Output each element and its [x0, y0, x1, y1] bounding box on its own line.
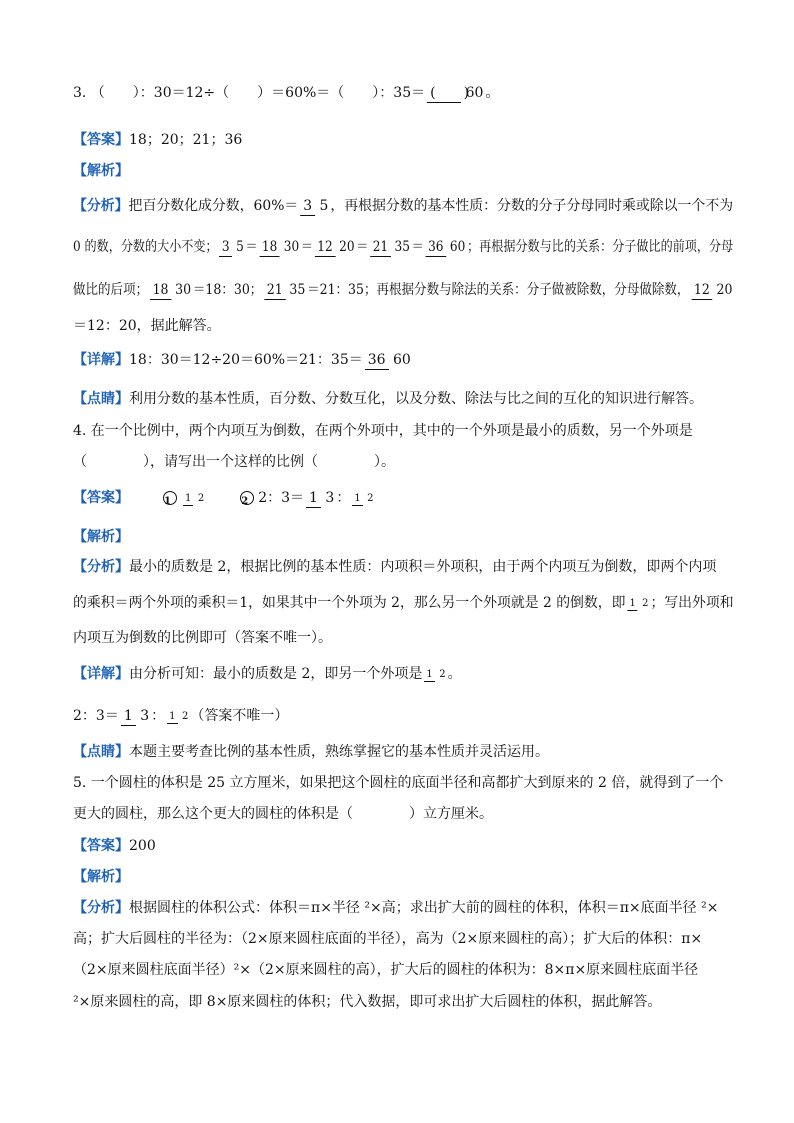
text: ＝12：20，据此解答。	[73, 318, 221, 334]
fraction-denominator: 20	[716, 281, 733, 298]
fraction	[121, 707, 149, 726]
q4-fenxi-line-3	[73, 628, 733, 648]
q4-stem-text: （ ），请写出一个这样的比例（ ）。	[73, 454, 395, 470]
fraction-denominator: 35	[289, 281, 306, 298]
q3-xiangjie	[73, 350, 733, 370]
answer-label: 【答案】	[73, 838, 129, 854]
xiangjie-label: 【详解】	[73, 666, 129, 682]
fraction-numerator: 36	[425, 240, 446, 257]
text: （2×原来圆柱底面半径）²×（2×原来圆柱的高），扩大后的圆柱的体积为：8×π×原来圆柱底面半径	[73, 962, 699, 978]
text: 2：3＝	[73, 708, 119, 724]
circled-number-2: 2	[240, 491, 254, 505]
q3-fenxi-line-2	[73, 237, 734, 257]
q5-answer	[73, 836, 733, 856]
text: ：	[336, 490, 351, 506]
fraction-denominator: 3	[325, 489, 335, 506]
q5-stem-line-2	[73, 804, 733, 824]
fraction-numerator: 1	[185, 493, 192, 504]
q4-xiangjie	[73, 664, 733, 684]
fraction-denominator: 20	[339, 238, 355, 255]
fraction	[365, 351, 411, 370]
q3-fenxi-line-4	[73, 316, 733, 336]
q4-example	[73, 706, 733, 726]
q5-jiexi	[73, 867, 733, 887]
fraction-numerator: 1	[426, 669, 433, 680]
q4-stem-line-2	[73, 452, 733, 472]
fraction-denominator: 60	[465, 84, 484, 101]
circled-number-1: 1	[163, 491, 177, 505]
fraction-numerator: 1	[306, 491, 321, 508]
text: 根据圆柱的体积公式：体积＝π×半径 ²×高；求出扩大前的圆柱的体积，体积＝π×底面半径 ²×	[129, 900, 719, 916]
fraction	[167, 708, 188, 724]
fraction	[315, 238, 355, 257]
equals: ＝	[411, 239, 424, 255]
text: 2：3＝	[258, 490, 305, 506]
jiexi-label: 【解析】	[73, 163, 129, 179]
q4-stem-text: 4. 在一个比例中，两个内项互为倒数，在两个外项中，其中的一个外项是最小的质数，另一个外项是	[73, 423, 693, 439]
dianjing-label: 【点睛】	[73, 391, 129, 407]
text: 0 的数，分数的大小不变；	[73, 239, 218, 255]
q3-fenxi-line-1	[73, 196, 734, 216]
text: （答案不唯一）	[190, 708, 289, 724]
text: 最小的质数是 2，根据比例的基本性质：内项积＝外项积，由于两个内项互为倒数，即两个内项	[129, 559, 717, 575]
equals: ＝	[245, 239, 258, 255]
fraction-numerator: 36	[365, 353, 389, 370]
answer-label: 【答案】	[73, 490, 129, 506]
answer-label: 【答案】	[73, 132, 129, 148]
text: 由分析可知：最小的质数是 2，即另一个外项是	[129, 666, 423, 682]
fraction-numerator: 18	[150, 283, 171, 300]
fraction-denominator: 5	[236, 238, 244, 255]
q3-dianjing	[73, 389, 733, 409]
fraction-denominator: 60	[449, 238, 466, 255]
text: 利用分数的基本性质，百分数、分数互化，以及分数、除法与比之间的互化的知识进行解答。	[129, 391, 703, 407]
fraction	[627, 595, 648, 611]
q3-stem	[73, 83, 733, 103]
q4-jiexi	[73, 527, 733, 547]
fraction-numerator: 3	[300, 199, 315, 216]
fraction	[425, 238, 465, 257]
text: ²×原来圆柱的高，即 8×原来圆柱的体积；代入数据，即可求出扩大后圆柱的体积，据此解答。	[73, 994, 662, 1010]
fraction-denominator: 2	[367, 493, 374, 504]
fraction-numerator: 12	[315, 240, 336, 257]
fraction-denominator: 60	[393, 351, 411, 368]
text: 的乘积＝两个外项的乘积＝1，如果其中一个外项为 2，那么另一个外项就是 2 的倒数，即	[73, 595, 626, 611]
q4-answer	[73, 488, 733, 508]
text: ＝21：35；再根据分数与除法的关系：分子做被除数，分母做除数，	[307, 282, 690, 298]
text: ＝18：30；	[192, 282, 263, 298]
q4-stem-line-1	[73, 421, 733, 441]
q3-stem-fraction	[427, 84, 483, 103]
fraction-denominator: 2	[181, 711, 189, 722]
fenxi-label: 【分析】	[73, 559, 129, 575]
text: 本题主要考查比例的基本性质，熟练掌握它的基本性质并灵活运用。	[129, 744, 549, 760]
fraction-numerator: 18	[259, 240, 280, 257]
q4-fenxi-line-2	[73, 593, 734, 613]
dianjing-label: 【点睛】	[73, 744, 129, 760]
text: 18：30＝12÷20＝60%＝21：35＝	[129, 352, 363, 368]
text: ，再根据分数的基本性质：分数的分子分母同时乘或除以一个不为	[330, 198, 734, 214]
fraction	[306, 489, 334, 508]
fraction-numerator: ( )	[427, 86, 461, 103]
q5-fenxi-line-3	[73, 960, 733, 980]
fraction-denominator: 30	[175, 281, 192, 298]
text: 做比的后项；	[73, 282, 149, 298]
answer-text: 18；20；21；36	[129, 132, 243, 148]
fraction	[259, 238, 299, 257]
xiangjie-label: 【详解】	[73, 352, 129, 368]
fraction	[352, 490, 373, 506]
fenxi-label: 【分析】	[73, 198, 129, 214]
text: 内项互为倒数的比例即可（答案不唯一）。	[73, 630, 332, 646]
fraction-numerator: 1	[629, 598, 636, 609]
fraction	[370, 238, 410, 257]
q5-fenxi-line-1	[73, 898, 733, 918]
text: ；再根据分数与比的关系：分子做比的前项，分母	[467, 239, 734, 255]
fraction	[219, 238, 243, 257]
fraction-denominator: 30	[283, 238, 300, 255]
fraction-numerator: 21	[370, 240, 391, 257]
fraction	[150, 281, 191, 300]
q5-stem-text: 5. 一个圆柱的体积是 25 立方厘米，如果把这个圆柱的底面半径和高都扩大到原来的 2 倍，就得到了一个	[73, 775, 724, 791]
fraction-denominator: 2	[642, 598, 649, 609]
q5-stem-text: 更大的圆柱，那么这个更大的圆柱的体积是（ ）立方厘米。	[73, 806, 493, 822]
fraction-denominator: 2	[439, 669, 446, 680]
q4-dianjing	[73, 742, 733, 762]
fraction-numerator: 12	[691, 283, 712, 300]
q3-jiexi	[73, 161, 733, 181]
q3-fenxi-line-3	[73, 280, 733, 300]
fraction-numerator: 21	[264, 283, 285, 300]
fraction-numerator: 1	[121, 709, 136, 726]
q5-stem-line-1	[73, 773, 733, 793]
q3-answer	[73, 130, 733, 150]
fenxi-label: 【分析】	[73, 900, 129, 916]
text: 。	[447, 666, 462, 682]
fraction	[300, 197, 328, 216]
equals: ＝	[356, 239, 369, 255]
fraction-denominator: 3	[140, 707, 150, 724]
fraction-denominator: 35	[394, 238, 410, 255]
text: ：	[151, 708, 166, 724]
q4-fenxi-line-1	[73, 557, 733, 577]
text: 高；扩大后圆柱的半径为：（2×原来圆柱底面的半径），高为（2×原来圆柱的高）；扩大后的体积：π×	[73, 931, 703, 947]
fraction-numerator: 3	[219, 240, 232, 257]
fraction	[424, 666, 445, 682]
fraction	[264, 281, 305, 300]
q5-fenxi-line-2	[73, 929, 733, 949]
jiexi-label: 【解析】	[73, 869, 129, 885]
text: ；写出外项和	[650, 595, 734, 611]
text: 把百分数化成分数，60%＝	[128, 198, 299, 214]
q3-stem-text: 3. （ ）：30＝12÷（ ）＝60%＝（ ）：35＝	[73, 85, 426, 101]
answer-text: 200	[129, 838, 156, 854]
jiexi-label: 【解析】	[73, 529, 129, 545]
fraction-denominator: 2	[197, 493, 205, 504]
fraction-denominator: 5	[319, 197, 329, 214]
fraction-numerator: 1	[169, 711, 176, 722]
q5-fenxi-line-4	[73, 992, 733, 1012]
fraction-numerator: 1	[354, 493, 361, 504]
equals: ＝	[300, 239, 313, 255]
fraction	[183, 490, 204, 506]
fraction	[691, 281, 732, 300]
q3-stem-end: 。	[485, 85, 500, 101]
